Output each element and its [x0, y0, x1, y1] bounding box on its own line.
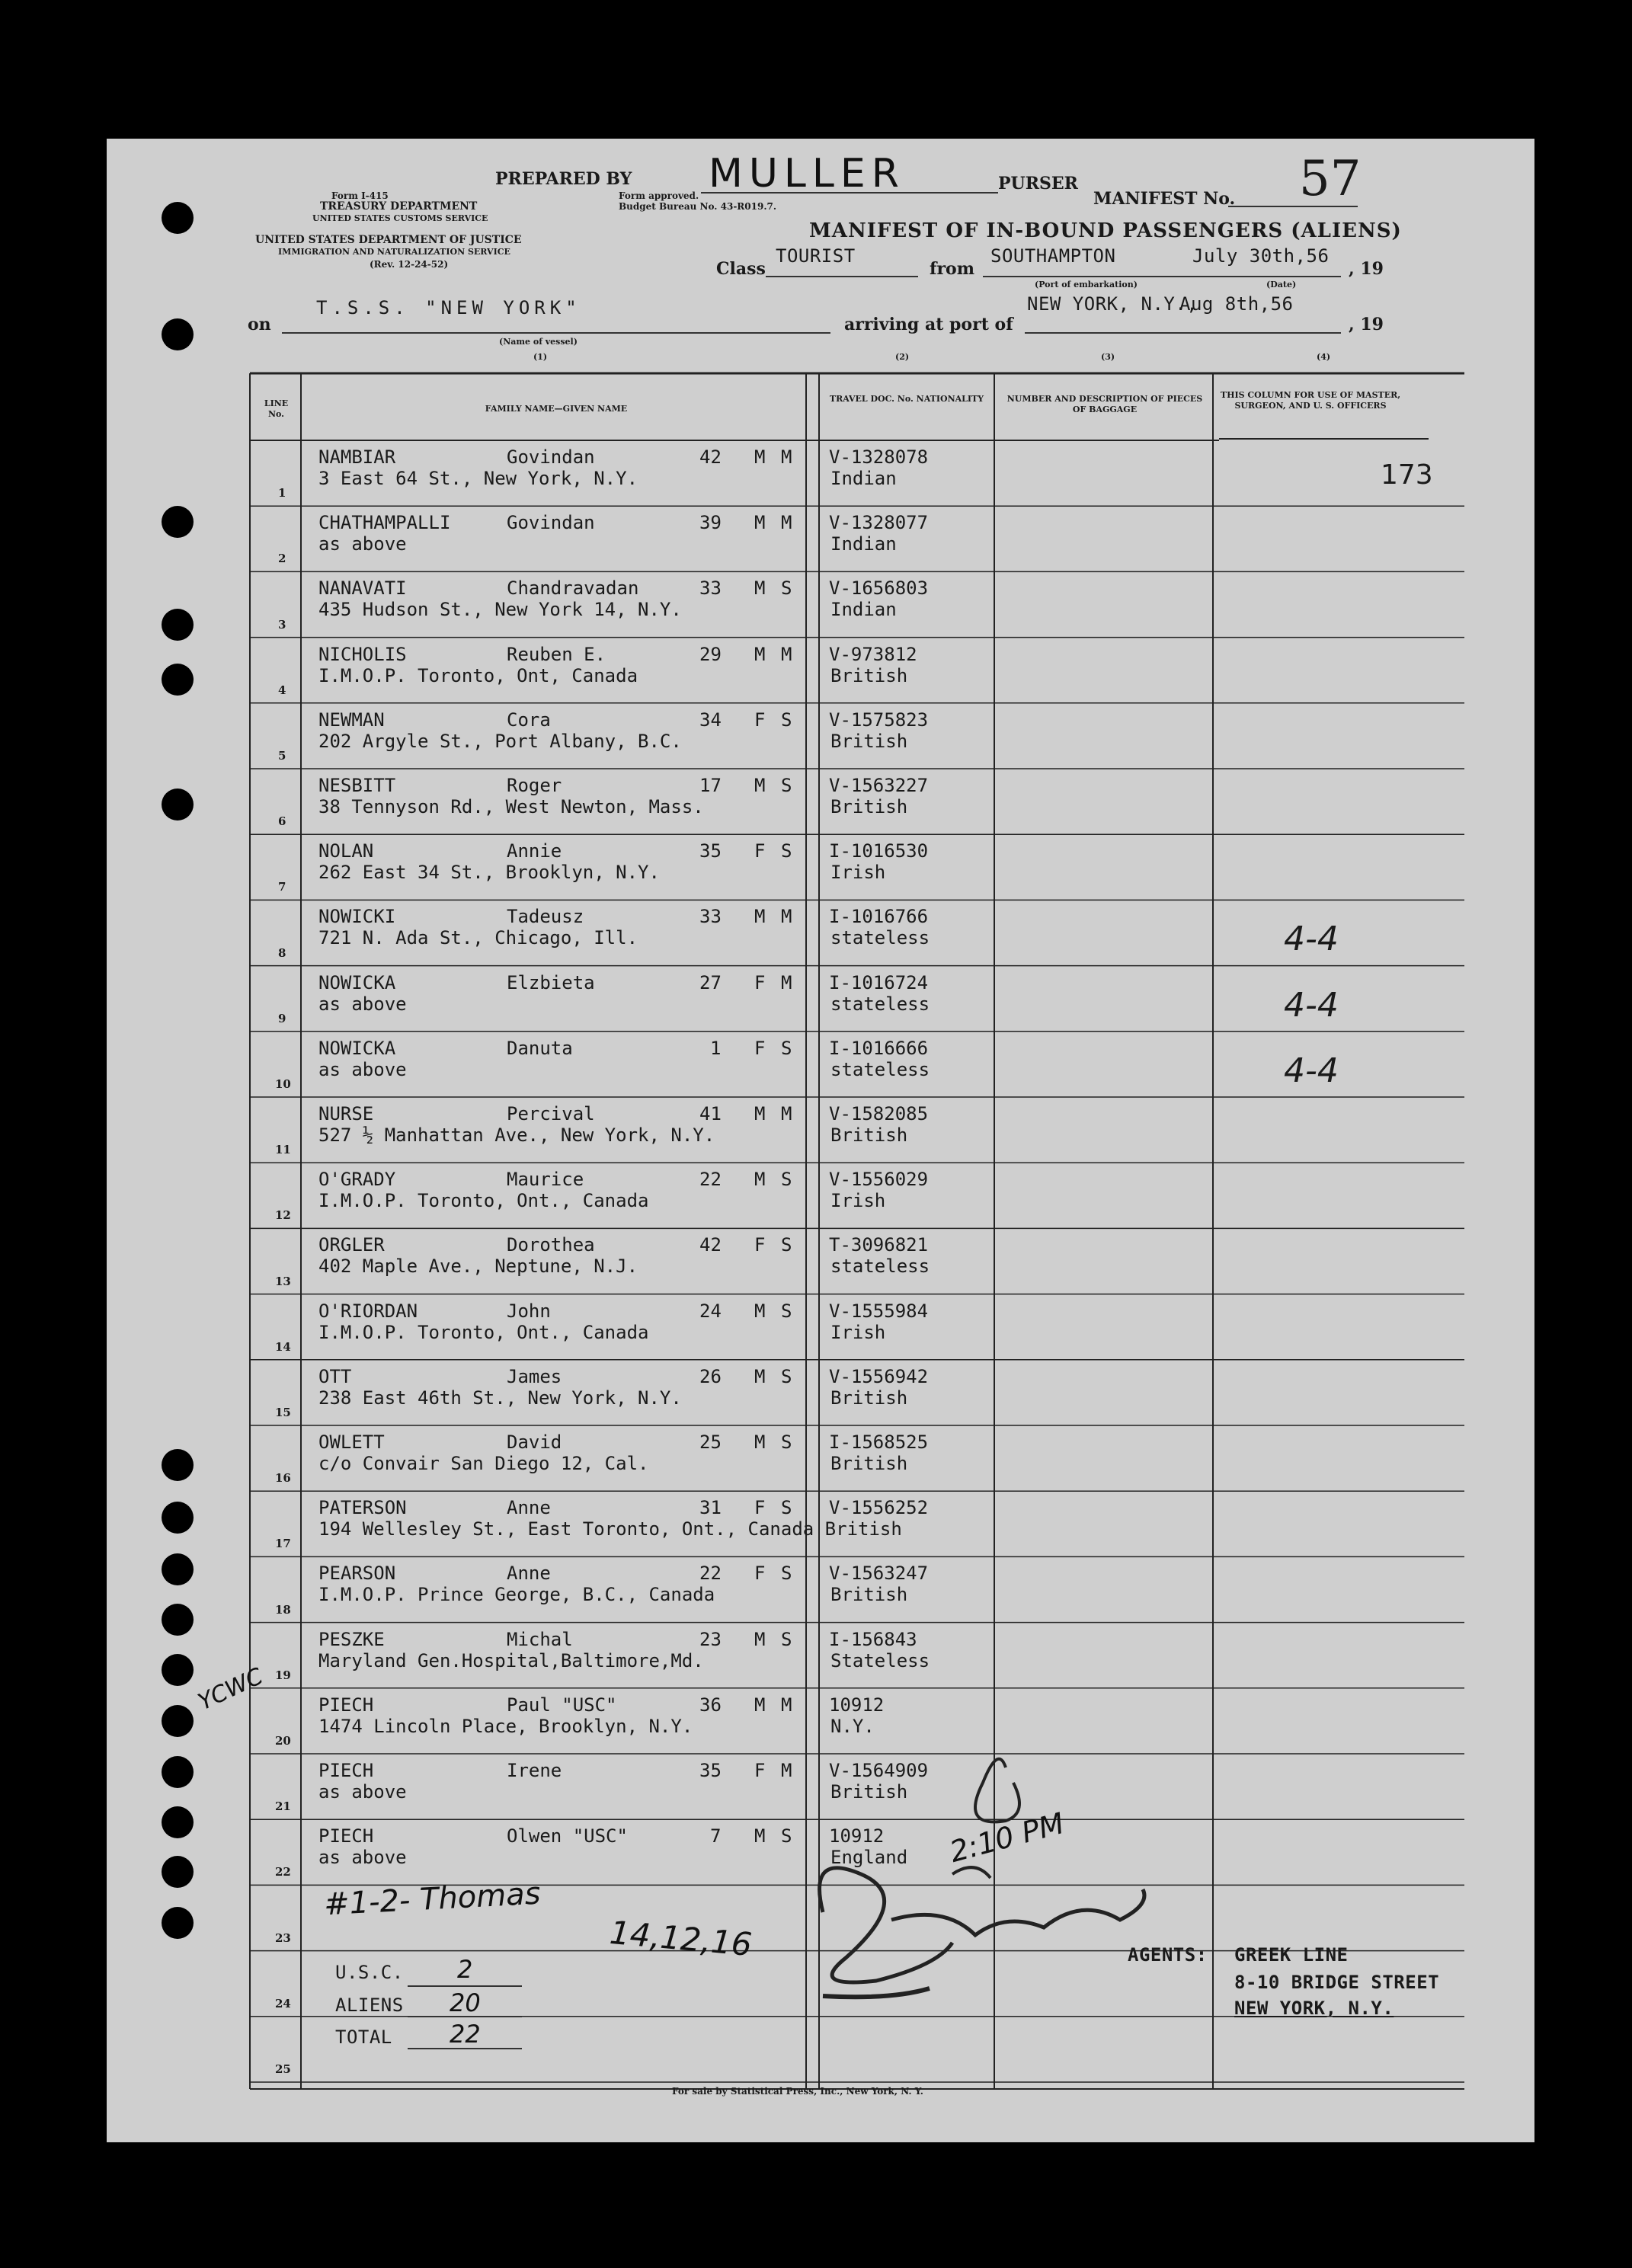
- passenger-given-name: Anne: [507, 1497, 551, 1519]
- date-caption: (Date): [1266, 280, 1297, 289]
- passenger-address: 1474 Lincoln Place, Brooklyn, N.Y.: [318, 1715, 693, 1737]
- binder-hole: [162, 664, 194, 696]
- passenger-nationality: Stateless: [830, 1649, 930, 1671]
- passenger-sex: F: [754, 1037, 766, 1059]
- passenger-nationality: British: [830, 1781, 908, 1803]
- passenger-marital-status: S: [781, 1825, 792, 1847]
- form-number: Form I-415: [331, 190, 389, 201]
- passenger-age: 33: [699, 577, 722, 600]
- passenger-given-name: Tadeusz: [507, 906, 584, 928]
- line-number: 20: [275, 1734, 291, 1748]
- binder-hole: [162, 789, 194, 821]
- passenger-given-name: Maurice: [507, 1169, 584, 1191]
- passenger-sex: M: [754, 512, 766, 534]
- passenger-family-name: PIECH: [318, 1694, 374, 1716]
- passenger-marital-status: S: [781, 1563, 792, 1585]
- passenger-marital-status: S: [781, 775, 792, 796]
- passenger-address: as above: [318, 1781, 407, 1803]
- passenger-nationality: stateless: [830, 1058, 930, 1080]
- dept-customs: UNITED STATES CUSTOMS SERVICE: [312, 213, 488, 223]
- line-number: 15: [275, 1406, 291, 1419]
- passenger-age: 22: [699, 1169, 722, 1191]
- line-number: 25: [275, 2062, 291, 2076]
- passenger-sex: M: [754, 1431, 766, 1453]
- passenger-family-name: NICHOLIS: [318, 643, 407, 665]
- signature-scrawl: [777, 1737, 1173, 2019]
- passenger-sex: F: [754, 840, 766, 862]
- line-number: 7: [278, 880, 286, 894]
- passenger-sex: M: [754, 1103, 766, 1124]
- aliens-value: 20: [450, 1988, 481, 2017]
- class-label: Class: [716, 259, 766, 279]
- from-label: from: [930, 259, 975, 279]
- passenger-nationality: Irish: [830, 1190, 886, 1212]
- passenger-nationality: stateless: [830, 927, 930, 949]
- handwritten-margin-mark: YCWC: [194, 1662, 267, 1716]
- passenger-address: as above: [318, 993, 407, 1015]
- arriving-label: arriving at port of: [844, 315, 1013, 334]
- col-header-travel-doc: TRAVEL DOC. No. NATIONALITY: [829, 394, 984, 404]
- handwritten-time: 2:10 PM: [946, 1806, 1068, 1870]
- passenger-given-name: Paul "USC": [507, 1694, 617, 1716]
- officer-annotation: 4-4: [1284, 920, 1339, 959]
- binder-hole: [162, 1756, 194, 1788]
- passenger-family-name: PEARSON: [318, 1563, 396, 1585]
- passenger-address: 262 East 34 St., Brooklyn, N.Y.: [318, 862, 660, 884]
- travel-doc-number: V-1556942: [829, 1365, 929, 1387]
- passenger-family-name: O'RIORDAN: [318, 1300, 418, 1322]
- travel-doc-number: V-1582085: [829, 1103, 929, 1124]
- passenger-address: I.M.O.P. Toronto, Ont., Canada: [318, 1190, 649, 1212]
- officer-annotation: 4-4: [1284, 1051, 1339, 1090]
- passenger-given-name: Chandravadan: [507, 577, 639, 600]
- side-note-number: 173: [1381, 459, 1433, 491]
- passenger-marital-status: M: [781, 1694, 792, 1716]
- passenger-age: 42: [699, 1234, 722, 1256]
- passenger-given-name: Anne: [507, 1563, 551, 1585]
- passenger-age: 1: [710, 1037, 722, 1059]
- class-value: TOURIST: [776, 245, 856, 267]
- line-number: 18: [275, 1602, 291, 1617]
- passenger-given-name: Michal: [507, 1628, 573, 1650]
- dept-treasury: TREASURY DEPARTMENT: [320, 200, 478, 213]
- passenger-nationality: England: [830, 1847, 908, 1869]
- line-number: 12: [275, 1208, 291, 1223]
- passenger-given-name: Percival: [507, 1103, 595, 1124]
- passenger-address: I.M.O.P. Toronto, Ont., Canada: [318, 1321, 649, 1343]
- line-number: 14: [275, 1339, 291, 1354]
- line-number: 3: [278, 617, 286, 632]
- travel-doc-number: V-1564909: [829, 1760, 929, 1781]
- passenger-sex: M: [754, 1628, 766, 1650]
- passenger-given-name: Govindan: [507, 446, 595, 468]
- dept-justice: UNITED STATES DEPARTMENT OF JUSTICE: [255, 234, 522, 246]
- travel-doc-number: V-1563247: [829, 1563, 929, 1585]
- travel-doc-number: V-1563227: [829, 775, 929, 796]
- passenger-address: I.M.O.P. Prince George, B.C., Canada: [318, 1584, 715, 1606]
- col-num-2: (2): [895, 352, 910, 362]
- passenger-given-name: David: [507, 1431, 562, 1453]
- line-number: 21: [275, 1799, 291, 1814]
- agents-line2: 8-10 BRIDGE STREET: [1234, 1972, 1440, 1993]
- passenger-family-name: O'GRADY: [318, 1169, 396, 1191]
- line-number: 22: [275, 1865, 291, 1879]
- passenger-nationality: Indian: [830, 599, 897, 621]
- binder-hole: [162, 1856, 194, 1888]
- passenger-family-name: NANAVATI: [318, 577, 407, 600]
- passenger-family-name: PIECH: [318, 1825, 374, 1847]
- usc-value: 2: [457, 1955, 473, 1984]
- total-label: TOTAL: [335, 2026, 392, 2048]
- passenger-age: 24: [699, 1300, 722, 1322]
- on-label: on: [248, 315, 271, 334]
- col-header-line-no: LINE No.: [264, 398, 289, 419]
- binder-hole: [162, 1806, 194, 1838]
- passenger-marital-status: M: [781, 906, 792, 928]
- passenger-sex: M: [754, 1694, 766, 1716]
- from-port: SOUTHAMPTON: [990, 245, 1116, 267]
- passenger-address: 38 Tennyson Rd., West Newton, Mass.: [318, 796, 704, 817]
- line-number: 5: [278, 749, 286, 763]
- line-number: 16: [275, 1471, 291, 1486]
- passenger-age: 36: [699, 1694, 722, 1716]
- form-approved: Form approved.: [619, 190, 699, 201]
- passenger-family-name: NOWICKA: [318, 1037, 396, 1059]
- passenger-address: 402 Maple Ave., Neptune, N.J.: [318, 1256, 638, 1278]
- travel-doc-number: 10912: [829, 1694, 885, 1716]
- passenger-address: 238 East 46th St., New York, N.Y.: [318, 1387, 682, 1409]
- passenger-nationality: British: [830, 1387, 908, 1409]
- travel-doc-number: 10912: [829, 1825, 885, 1847]
- travel-doc-number: I-1568525: [829, 1431, 929, 1453]
- passenger-age: 26: [699, 1365, 722, 1387]
- agents-line3: NEW YORK, N.Y.: [1234, 1998, 1394, 2019]
- passenger-given-name: John: [507, 1300, 551, 1322]
- passenger-marital-status: S: [781, 577, 792, 600]
- passenger-marital-status: M: [781, 1760, 792, 1781]
- passenger-family-name: PIECH: [318, 1760, 374, 1781]
- passenger-marital-status: M: [781, 1103, 792, 1124]
- passenger-marital-status: M: [781, 643, 792, 665]
- handwritten-date: 14,12,16: [608, 1913, 754, 1964]
- passenger-address: 435 Hudson St., New York 14, N.Y.: [318, 599, 682, 621]
- line-number: 10: [275, 1077, 291, 1091]
- binder-hole: [162, 1502, 194, 1534]
- passenger-family-name: NURSE: [318, 1103, 374, 1124]
- passenger-sex: F: [754, 709, 766, 731]
- line-number: 17: [275, 1537, 291, 1551]
- passenger-nationality: Irish: [830, 1321, 886, 1343]
- passenger-nationality: British: [830, 1584, 908, 1606]
- passenger-given-name: Danuta: [507, 1037, 573, 1059]
- passenger-family-name: OTT: [318, 1365, 352, 1387]
- port-embarkation-caption: (Port of embarkation): [1035, 280, 1138, 289]
- agents-line1: GREEK LINE: [1234, 1944, 1349, 1966]
- passenger-address: c/o Convair San Diego 12, Cal.: [318, 1453, 649, 1474]
- passenger-address: 194 Wellesley St., East Toronto, Ont., Canada British: [318, 1518, 902, 1540]
- travel-doc-number: V-1555984: [829, 1300, 929, 1322]
- vessel-caption: (Name of vessel): [499, 337, 578, 347]
- footer-printer: For sale by Statistical Press, Inc., New York, N. Y.: [672, 2086, 923, 2097]
- binder-hole: [162, 1654, 194, 1686]
- col-num-3: (3): [1101, 352, 1115, 362]
- passenger-nationality: British: [830, 664, 908, 686]
- line-number: 23: [275, 1931, 291, 1945]
- travel-doc-number: I-1016530: [829, 840, 929, 862]
- from-date: July 30th,56: [1192, 245, 1330, 267]
- passenger-marital-status: S: [781, 1037, 792, 1059]
- manifest-label: MANIFEST No.: [1093, 189, 1236, 209]
- passenger-given-name: Annie: [507, 840, 562, 862]
- usc-label: U.S.C.: [335, 1962, 404, 1983]
- passenger-nationality: stateless: [830, 993, 930, 1015]
- travel-doc-number: V-1328078: [829, 446, 929, 468]
- passenger-nationality: British: [830, 796, 908, 817]
- passenger-sex: M: [754, 446, 766, 468]
- passenger-age: 35: [699, 1760, 722, 1781]
- passenger-given-name: Reuben E.: [507, 643, 606, 665]
- line-number: 4: [278, 683, 286, 697]
- passenger-sex: M: [754, 1169, 766, 1191]
- passenger-family-name: NOWICKA: [318, 971, 396, 993]
- passenger-marital-status: S: [781, 840, 792, 862]
- passenger-address: 721 N. Ada St., Chicago, Ill.: [318, 927, 638, 949]
- officer-annotation: 4-4: [1284, 985, 1339, 1025]
- arrival-date: Aug 8th,56: [1179, 293, 1294, 315]
- dept-immigration: IMMIGRATION AND NATURALIZATION SERVICE: [278, 247, 510, 257]
- passenger-age: 34: [699, 709, 722, 731]
- passenger-sex: F: [754, 1234, 766, 1256]
- year-label-2: , 19: [1349, 315, 1384, 334]
- passenger-family-name: OWLETT: [318, 1431, 385, 1453]
- travel-doc-number: I-1016724: [829, 971, 929, 993]
- passenger-sex: M: [754, 775, 766, 796]
- passenger-age: 42: [699, 446, 722, 468]
- year-label-1: , 19: [1349, 259, 1384, 279]
- passenger-address: as above: [318, 533, 407, 555]
- purser-label: PURSER: [998, 174, 1078, 194]
- passenger-family-name: CHATHAMPALLI: [318, 512, 451, 534]
- passenger-family-name: PATERSON: [318, 1497, 407, 1519]
- binder-hole: [162, 202, 194, 234]
- passenger-sex: F: [754, 1563, 766, 1585]
- passenger-marital-status: S: [781, 1300, 792, 1322]
- passenger-marital-status: S: [781, 1628, 792, 1650]
- binder-hole: [162, 506, 194, 538]
- passenger-sex: F: [754, 971, 766, 993]
- line-number: 19: [275, 1668, 291, 1682]
- col-header-baggage: NUMBER AND DESCRIPTION OF PIECES OF BAGGAGE: [1006, 394, 1203, 414]
- col-header-officers: THIS COLUMN FOR USE OF MASTER, SURGEON, AND U. S. OFFICERS: [1220, 390, 1401, 411]
- passenger-address: as above: [318, 1847, 407, 1869]
- binder-hole: [162, 1705, 194, 1737]
- passenger-sex: M: [754, 643, 766, 665]
- line-number: 6: [278, 814, 286, 829]
- passenger-nationality: British: [830, 730, 908, 752]
- line-number: 9: [278, 1011, 286, 1025]
- passenger-age: 41: [699, 1103, 722, 1124]
- travel-doc-number: V-1328077: [829, 512, 929, 534]
- passenger-nationality: N.Y.: [830, 1715, 875, 1737]
- line-number: 11: [275, 1143, 291, 1157]
- passenger-marital-status: S: [781, 1497, 792, 1519]
- passenger-address: 202 Argyle St., Port Albany, B.C.: [318, 730, 682, 752]
- passenger-address: 3 East 64 St., New York, N.Y.: [318, 468, 638, 489]
- passenger-marital-status: S: [781, 1169, 792, 1191]
- passenger-nationality: British: [830, 1124, 908, 1146]
- binder-hole: [162, 609, 194, 641]
- passenger-family-name: NOWICKI: [318, 906, 396, 928]
- travel-doc-number: V-1556252: [829, 1497, 929, 1519]
- passenger-marital-status: M: [781, 971, 792, 993]
- passenger-age: 22: [699, 1563, 722, 1585]
- passenger-sex: F: [754, 1497, 766, 1519]
- line-number: 2: [278, 552, 286, 566]
- passenger-sex: M: [754, 906, 766, 928]
- binder-hole: [162, 1907, 194, 1939]
- passenger-family-name: NEWMAN: [318, 709, 385, 731]
- passenger-age: 35: [699, 840, 722, 862]
- passenger-sex: M: [754, 1365, 766, 1387]
- passenger-marital-status: S: [781, 1365, 792, 1387]
- passenger-nationality: stateless: [830, 1256, 930, 1278]
- handwritten-note: #1-2- Thomas: [322, 1876, 542, 1923]
- prepared-by-value: MULLER: [709, 151, 905, 197]
- passenger-nationality: British: [830, 1453, 908, 1474]
- passenger-sex: M: [754, 1300, 766, 1322]
- binder-hole: [162, 1553, 194, 1585]
- passenger-given-name: Roger: [507, 775, 562, 796]
- passenger-age: 27: [699, 971, 722, 993]
- line-number: 8: [278, 945, 286, 960]
- passenger-family-name: NAMBIAR: [318, 446, 396, 468]
- passenger-age: 23: [699, 1628, 722, 1650]
- passenger-age: 29: [699, 643, 722, 665]
- passenger-given-name: Irene: [507, 1760, 562, 1781]
- passenger-sex: F: [754, 1760, 766, 1781]
- passenger-nationality: Irish: [830, 862, 886, 884]
- passenger-marital-status: M: [781, 446, 792, 468]
- passenger-address: 527 ½ Manhattan Ave., New York, N.Y.: [318, 1124, 715, 1146]
- binder-hole: [162, 1449, 194, 1481]
- manifest-title: MANIFEST OF IN-BOUND PASSENGERS (ALIENS): [809, 219, 1402, 242]
- passenger-age: 31: [699, 1497, 722, 1519]
- passenger-age: 7: [710, 1825, 722, 1847]
- travel-doc-number: V-1656803: [829, 577, 929, 600]
- passenger-age: 33: [699, 906, 722, 928]
- line-number: 1: [278, 486, 286, 501]
- passenger-address: I.M.O.P. Toronto, Ont, Canada: [318, 664, 638, 686]
- passenger-age: 17: [699, 775, 722, 796]
- passenger-given-name: Dorothea: [507, 1234, 595, 1256]
- passenger-given-name: Elzbieta: [507, 971, 595, 993]
- travel-doc-number: V-1575823: [829, 709, 929, 731]
- passenger-age: 39: [699, 512, 722, 534]
- total-value: 22: [450, 2020, 481, 2049]
- passenger-marital-status: S: [781, 1431, 792, 1453]
- binder-hole: [162, 318, 194, 350]
- travel-doc-number: V-1556029: [829, 1169, 929, 1191]
- travel-doc-number: V-973812: [829, 643, 917, 665]
- passenger-given-name: Govindan: [507, 512, 595, 534]
- col-num-4: (4): [1317, 352, 1331, 362]
- passenger-family-name: PESZKE: [318, 1628, 385, 1650]
- col-header-name: FAMILY NAME—GIVEN NAME: [485, 404, 628, 414]
- passenger-marital-status: M: [781, 512, 792, 534]
- form-revision: (Rev. 12-24-52): [370, 259, 449, 270]
- arrival-port: NEW YORK, N.Y.,: [1027, 293, 1198, 315]
- agents-label: AGENTS:: [1128, 1944, 1208, 1966]
- passenger-sex: M: [754, 577, 766, 600]
- passenger-family-name: NESBITT: [318, 775, 396, 796]
- binder-hole: [162, 1604, 194, 1636]
- passenger-address: as above: [318, 1058, 407, 1080]
- passenger-address: Maryland Gen.Hospital,Baltimore,Md.: [318, 1649, 704, 1671]
- passenger-marital-status: S: [781, 709, 792, 731]
- prepared-by-label: PREPARED BY: [495, 169, 632, 189]
- passenger-age: 25: [699, 1431, 722, 1453]
- passenger-nationality: Indian: [830, 468, 897, 489]
- col-num-1: (1): [533, 352, 548, 362]
- passenger-marital-status: S: [781, 1234, 792, 1256]
- manifest-number: 57: [1299, 151, 1362, 207]
- travel-doc-number: I-1016666: [829, 1037, 929, 1059]
- vessel-name: T.S.S. "NEW YORK": [316, 297, 581, 318]
- travel-doc-number: I-156843: [829, 1628, 917, 1650]
- aliens-label: ALIENS: [335, 1994, 404, 2016]
- passenger-sex: M: [754, 1825, 766, 1847]
- passenger-family-name: NOLAN: [318, 840, 374, 862]
- line-number: 24: [275, 1996, 291, 2010]
- travel-doc-number: I-1016766: [829, 906, 929, 928]
- travel-doc-number: T-3096821: [829, 1234, 929, 1256]
- passenger-nationality: Indian: [830, 533, 897, 555]
- budget-bureau: Budget Bureau No. 43-R019.7.: [619, 201, 777, 212]
- passenger-family-name: ORGLER: [318, 1234, 385, 1256]
- passenger-given-name: Olwen "USC": [507, 1825, 628, 1847]
- passenger-given-name: Cora: [507, 709, 551, 731]
- passenger-given-name: James: [507, 1365, 562, 1387]
- line-number: 13: [275, 1274, 291, 1288]
